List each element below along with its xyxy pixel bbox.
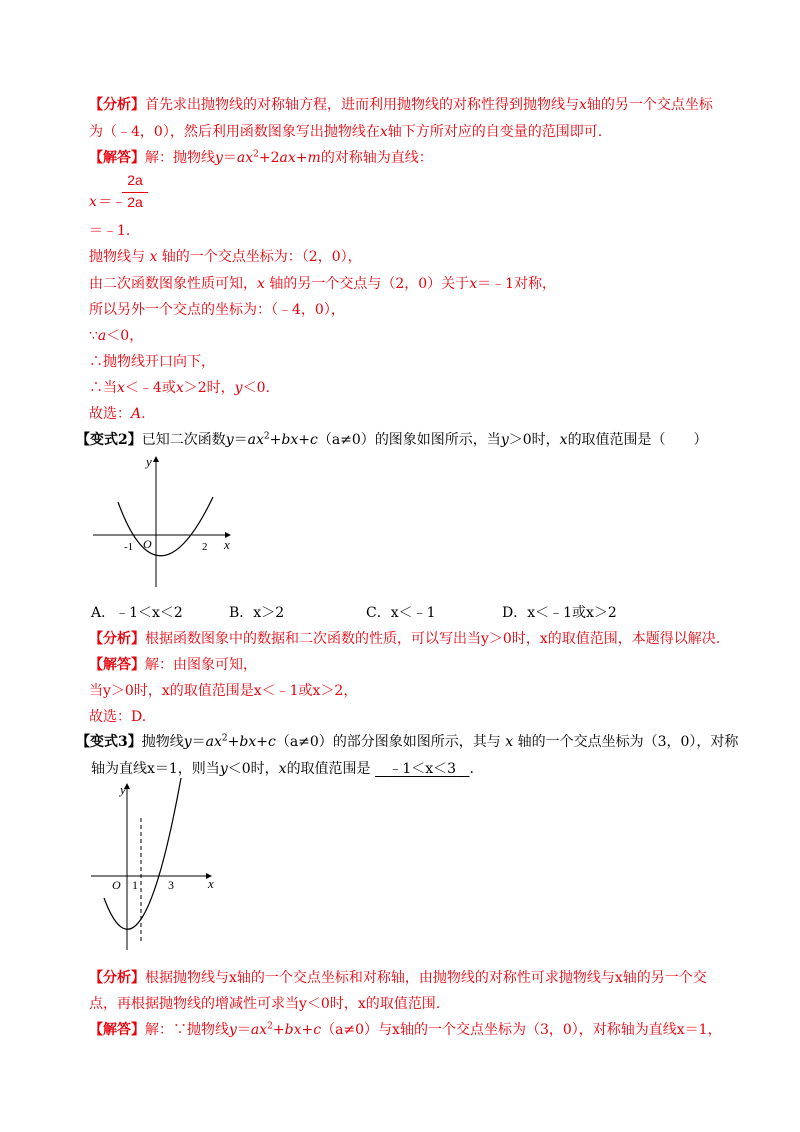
fraction-bar — [122, 192, 148, 193]
variant3-parabola — [104, 778, 181, 929]
option-d[interactable]: D．x＜﹣1或x＞2 — [502, 605, 617, 621]
answer1-l7: 故选：A. — [89, 406, 146, 422]
answer1-l3: 所以另外一个交点的坐标为：（﹣4，0）， — [89, 302, 345, 318]
answer1-l5: ∴抛物线开口向下， — [89, 354, 215, 370]
answer1-l4: ∵a＜0， — [89, 328, 144, 344]
answer1-header: 【解答】解：抛物线$y=ax^2+2ax+m$的对称轴为直线： — [89, 149, 433, 166]
answer1-l6: ∴当x＜﹣4或x＞2时，y＜0. — [89, 380, 270, 396]
answer1-l1: 抛物线与 x 轴的一个交点坐标为：（2，0）， — [89, 249, 362, 265]
variant2-graph — [88, 452, 248, 592]
variant3-tag: 【变式3】 — [76, 734, 142, 750]
variant3-answer: 【解答】解：∵抛物线$y=ax^2+bx+c(a\ne 0)$与x轴的一个交点坐标为（3，0），对称轴为直线x＝1， — [89, 1021, 722, 1038]
analysis1-line1: 【分析】首先求出抛物线的对称轴方程，进而利用抛物线的对称性得到抛物线与x轴的另一个交点坐标 — [89, 97, 713, 113]
answer1-result: ＝﹣1. — [89, 223, 131, 239]
analysis-tag: 【分析】 — [89, 97, 145, 113]
fraction-numerator: 2a — [127, 172, 143, 188]
variant3-analysis1: 【分析】根据抛物线与x轴的一个交点坐标和对称轴，由抛物线的对称性可求抛物线与x轴的另一个交 — [89, 970, 707, 986]
variant3-analysis2: 点，再根据抛物线的增减性可求当y＜0时，x的取值范围. — [89, 996, 441, 1012]
answer-tag: 【解答】 — [89, 150, 145, 166]
variant2-answer1: 【解答】解：由图象可知， — [89, 657, 257, 673]
fraction-denominator: 2a — [127, 194, 143, 210]
x-equals: x＝﹣ — [89, 194, 125, 210]
variant3-ylabel: y — [120, 782, 126, 797]
variant2-right-root: 2 — [202, 541, 208, 553]
variant2-left-root: -1 — [124, 541, 134, 553]
variant3-xlabel: x — [208, 876, 214, 891]
analysis1-line2: 为（﹣4，0），然后利用函数图象写出抛物线在x轴下方所对应的自变量的范围即可. — [89, 124, 603, 140]
option-a[interactable]: A．﹣1＜x＜2 — [91, 605, 183, 621]
variant3-answer-blank[interactable]: ﹣1＜x＜3 — [388, 761, 457, 777]
variant2-answer2: 当y＞0时，x的取值范围是x＜﹣1或x＞2， — [89, 683, 358, 699]
option-c[interactable]: C．x＜﹣1 — [366, 605, 436, 621]
variant2-question: 【变式2】已知二次函数$y=ax^2+bx+c(a\ne 0)$的图象如图所示，当y＞0时，x的取值范围是（ ） — [76, 431, 708, 448]
variant3-origin: O — [112, 878, 121, 892]
variant3-axis-mark: 1 — [132, 878, 138, 892]
variant3-graph — [86, 778, 236, 958]
answer1-l2: 由二次函数图象性质可知，x 轴的另一个交点与（2，0）关于x＝﹣1对称， — [89, 276, 557, 292]
variant2-xlabel: x — [224, 537, 230, 552]
variant2-origin: O — [143, 537, 152, 551]
variant3-question-line2: 轴为直线x＝1，则当y＜0时，x的取值范围是 ﹣1＜x＜3 . — [91, 761, 474, 777]
variant3-question-line1: 【变式3】抛物线$y=ax^2+bx+c(a\ne 0)$的部分图象如图所示，其与 x 轴的一个交点坐标为（3，0），对称 — [76, 733, 739, 750]
variant2-tag: 【变式2】 — [76, 432, 142, 448]
variant3-root: 3 — [168, 878, 174, 892]
variant2-analysis: 【分析】根据函数图象中的数据和二次函数的性质，可以写出当y＞0时，x的取值范围，本题得以解决. — [89, 631, 721, 647]
variant2-ylabel: y — [146, 454, 152, 469]
option-b[interactable]: B．x＞2 — [229, 605, 285, 621]
variant2-answer3: 故选：D. — [89, 709, 147, 725]
